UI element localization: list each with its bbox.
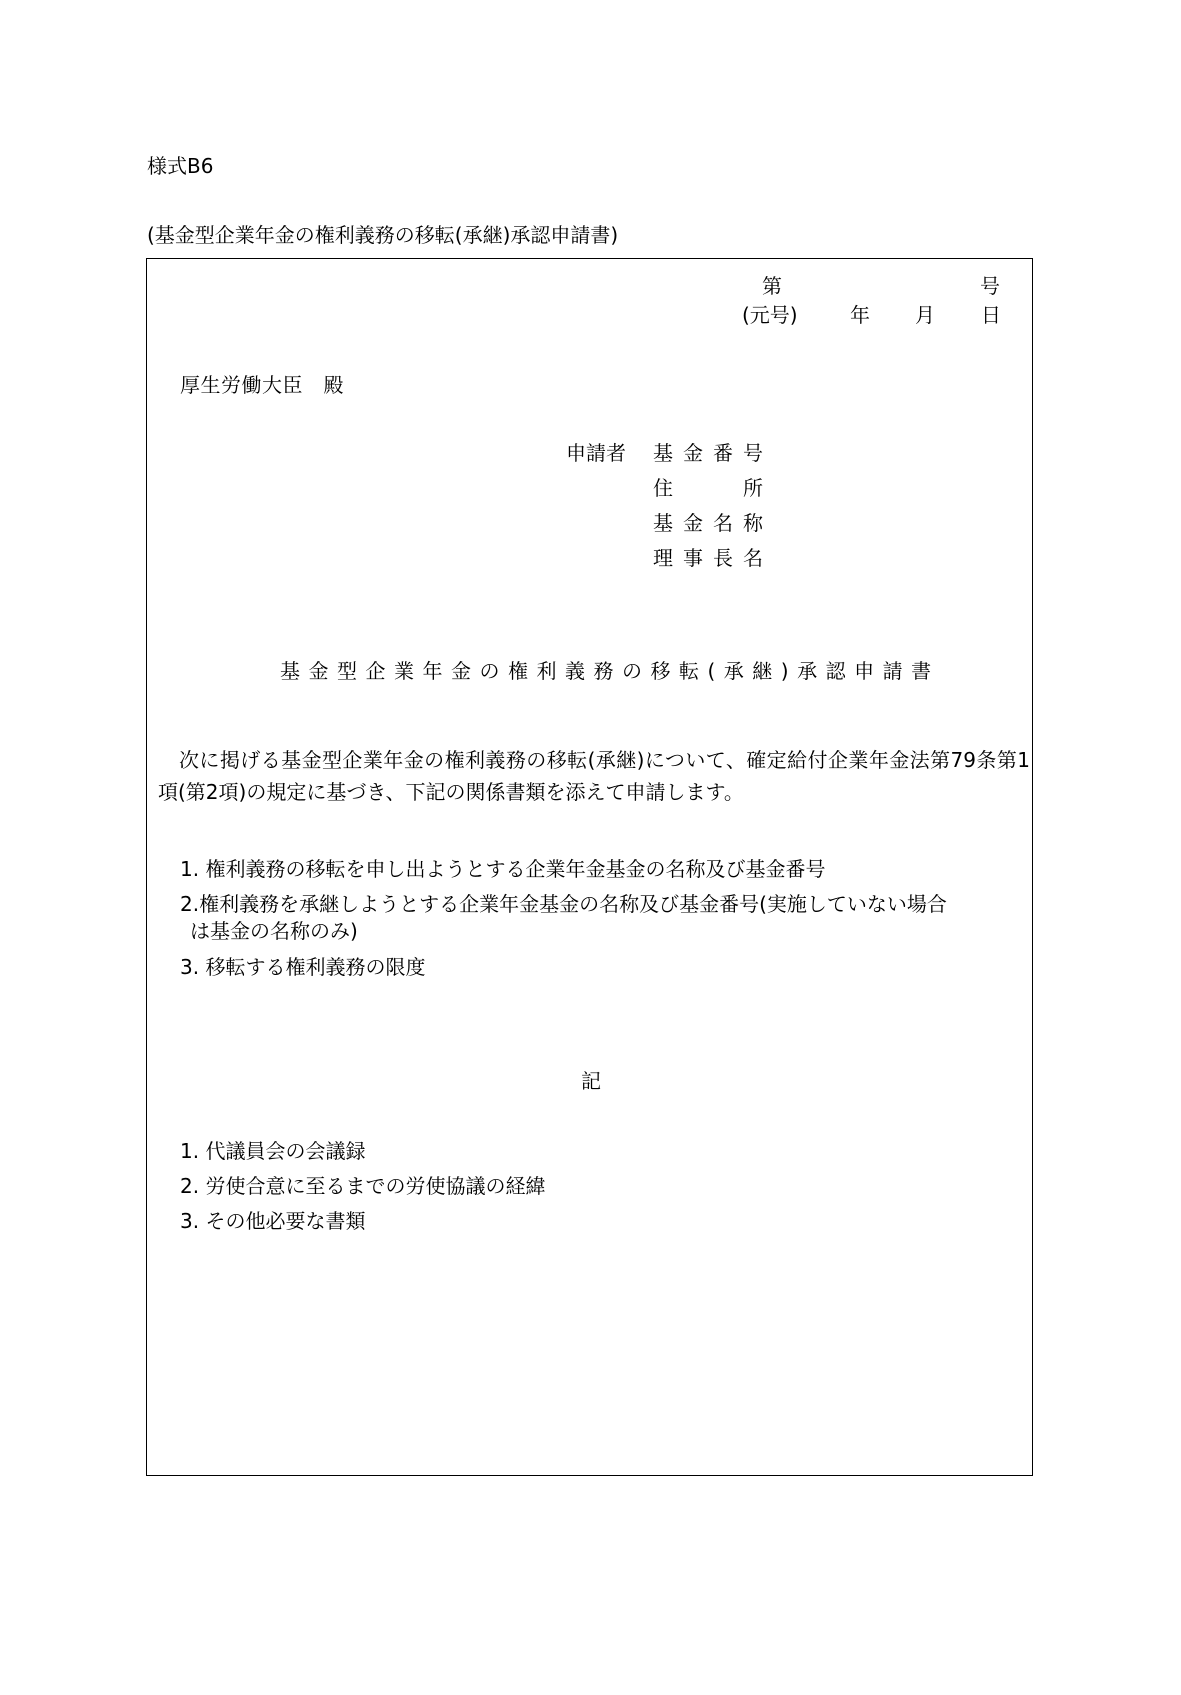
list-item: 3. 移転する権利義務の限度 [180,955,426,979]
field-chairman-name [653,548,763,568]
attachment-item: 2. 労使合意に至るまでの労使協議の経緯 [180,1174,546,1198]
ki-heading: 記 [581,1069,601,1093]
list-item: 1. 権利義務の移転を申し出ようとする企業年金基金の名称及び基金番号 [180,857,826,881]
date-year: 年 [850,303,870,327]
list-item: 2.権利義務を承継しようとする企業年金基金の名称及び基金番号(実施していない場合 [180,892,947,916]
field-address [653,478,763,498]
date-era: (元号) [742,303,798,327]
attachment-item: 1. 代議員会の会議録 [180,1139,366,1163]
number-prefix: 第 [762,274,782,298]
field-fund-name-label: 基金名称 [653,511,763,535]
form-code: 様式B6 [147,154,214,178]
applicant-label: 申請者 [566,441,626,465]
addressee: 厚生労働大臣 殿 [180,373,344,397]
field-fund-number-label: 基金番号 [653,441,763,465]
form-caption: (基金型企業年金の権利義務の移転(承継)承認申請書) [147,223,619,247]
field-fund-number [653,443,763,463]
number-suffix: 号 [980,274,1000,298]
list-item-continuation: は基金の名称のみ) [190,919,358,943]
date-month: 月 [915,303,935,327]
field-chairman-name-label: 理事長名 [653,546,763,570]
date-day: 日 [981,303,1001,327]
field-address-label: 住所 [653,476,763,500]
document-title: 基金型企業年金の権利義務の移転(承継)承認申請書 [280,659,940,683]
body-paragraph: 次に掲げる基金型企業年金の権利義務の移転(承継)について、確定給付企業年金法第79条第1項(第2項)の規定に基づき、下記の関係書類を添えて申請します。 [158,748,1030,804]
field-fund-name [653,513,763,533]
attachment-item: 3. その他必要な書類 [180,1209,366,1233]
